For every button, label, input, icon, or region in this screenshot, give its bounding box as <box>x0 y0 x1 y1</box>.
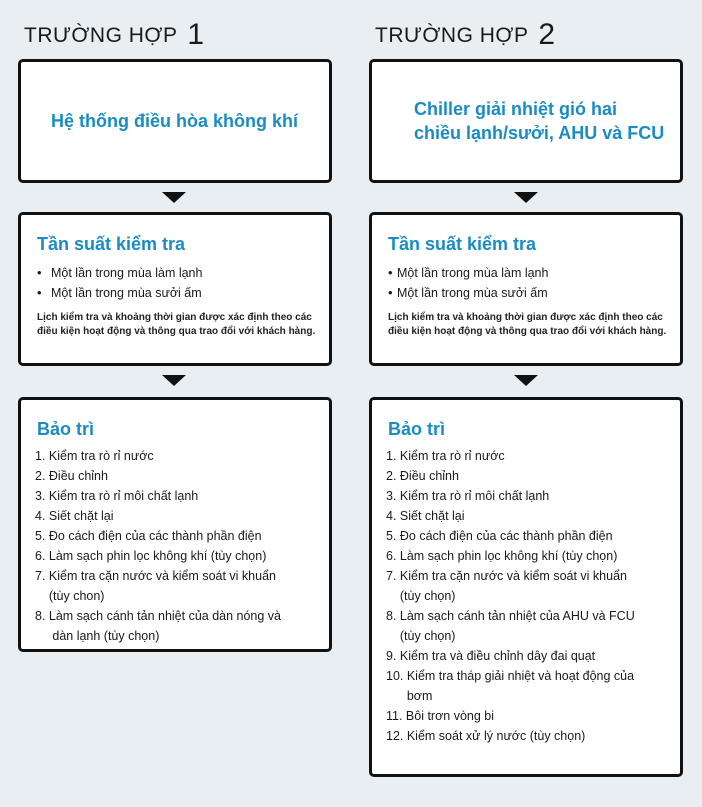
list-item: 1. Kiểm tra rò rỉ nước <box>386 449 505 463</box>
frequency-item-text: Một lần trong mùa làm lạnh <box>51 266 203 280</box>
case-1-maintenance-heading: Bảo trì <box>37 419 95 439</box>
bullet-icon: • <box>37 265 42 280</box>
case-2-maintenance-box <box>369 397 683 777</box>
case-1-frequency-note: Lịch kiểm tra và khoảng thời gian được xác định theo các điều kiện hoạt động và thông qua trao đổi với khách hàng. <box>37 312 316 337</box>
case-2-frequency-heading: Tần suất kiểm tra <box>388 234 537 254</box>
case-1-heading-text: TRƯỜNG HỢP <box>24 24 178 47</box>
list-item: 8. Làm sạch cánh tản nhiệt của AHU và FCU <box>386 609 635 623</box>
list-item: 7. Kiểm tra cặn nước và kiểm soát vi khuẩn <box>35 569 276 583</box>
list-item: 9. Kiểm tra và điều chỉnh dây đai quạt <box>386 649 596 663</box>
bullet-icon: • <box>37 285 42 300</box>
case-1-maintenance-box <box>18 397 332 652</box>
case-2-maintenance-heading: Bảo trì <box>388 419 446 439</box>
case-2-heading <box>375 18 556 52</box>
list-item: 12. Kiểm soát xử lý nước (tùy chọn) <box>386 729 586 743</box>
case-1-heading <box>24 18 205 52</box>
case-1-frequency-box <box>18 212 332 366</box>
case-1-frequency-heading: Tần suất kiểm tra <box>37 234 186 254</box>
case-2-frequency-note: Lịch kiểm tra và khoảng thời gian được xác định theo các điều kiện hoạt động và thông qua trao đổi với khách hàng. <box>388 312 667 337</box>
list-item: 3. Kiểm tra rò rỉ môi chất lạnh <box>386 489 550 503</box>
case-2-system-box <box>369 59 683 183</box>
list-item: 6. Làm sạch phin lọc không khí (tùy chọn) <box>35 549 267 563</box>
case-1-frequency-list <box>21 263 329 303</box>
frequency-item-text: Một lần trong mùa sưởi ấm <box>51 286 202 300</box>
down-arrow-icon <box>514 375 538 386</box>
case-1-maintenance-list <box>21 446 329 646</box>
case-2-frequency-list <box>372 263 680 303</box>
down-arrow-icon <box>162 375 186 386</box>
list-item: (tùy chọn) <box>386 589 456 603</box>
frequency-item-text: Một lần trong mùa sưởi ấm <box>397 286 548 300</box>
list-item: 2. Điều chỉnh <box>386 469 459 483</box>
bullet-icon: • <box>388 265 393 280</box>
list-item: 5. Đo cách điện của các thành phần điện <box>35 529 262 543</box>
list-item <box>37 283 329 303</box>
list-item: 3. Kiểm tra rò rỉ môi chất lạnh <box>35 489 199 503</box>
list-item: 7. Kiểm tra cặn nước và kiểm soát vi khuẩn <box>386 569 627 583</box>
case-1-system-name: Hệ thống điều hòa không khí <box>51 111 298 131</box>
case-2-number: 2 <box>538 18 556 51</box>
list-item: 6. Làm sạch phin lọc không khí (tùy chọn) <box>386 549 618 563</box>
list-item: 8. Làm sạch cánh tản nhiệt của dàn nóng và <box>35 609 282 623</box>
list-item <box>388 283 680 303</box>
down-arrow-icon <box>162 192 186 203</box>
case-2-system-name: Chiller giải nhiệt gió hai chiều lạnh/sưởi, AHU và FCU <box>414 99 665 143</box>
list-item: 4. Siết chặt lại <box>386 509 465 523</box>
case-2-heading-text: TRƯỜNG HỢP <box>375 24 529 47</box>
list-item: 4. Siết chặt lại <box>35 509 114 523</box>
list-item <box>37 263 329 283</box>
list-item: 1. Kiểm tra rò rỉ nước <box>35 449 154 463</box>
list-item: 5. Đo cách điện của các thành phần điện <box>386 529 613 543</box>
list-item <box>388 263 680 283</box>
case-1-number: 1 <box>187 18 205 51</box>
bullet-icon: • <box>388 285 393 300</box>
case-2-frequency-box <box>369 212 683 366</box>
list-item: (tùy chọn) <box>386 629 456 643</box>
list-item: bơm <box>386 689 433 703</box>
list-item: 11. Bôi trơn vòng bi <box>386 709 495 723</box>
frequency-item-text: Một lần trong mùa làm lạnh <box>397 266 549 280</box>
list-item: 2. Điều chỉnh <box>35 469 108 483</box>
list-item: (tùy chon) <box>35 589 105 603</box>
down-arrow-icon <box>514 192 538 203</box>
case-1-system-box <box>18 59 332 183</box>
case-2-maintenance-list <box>372 446 680 746</box>
list-item: dàn lạnh (tùy chọn) <box>35 629 160 643</box>
list-item: 10. Kiểm tra tháp giải nhiệt và hoạt động của <box>386 669 635 683</box>
